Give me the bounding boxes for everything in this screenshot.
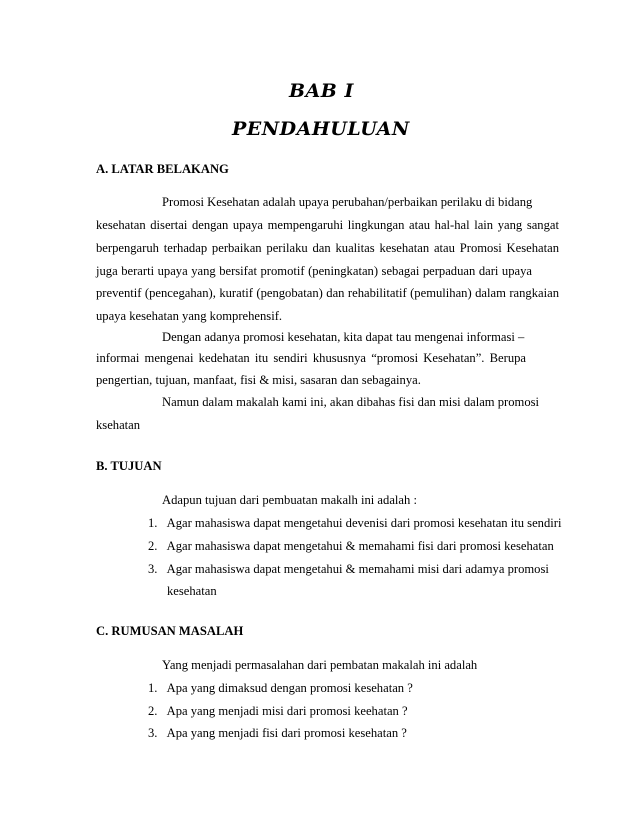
paragraph-line: kesehatan disertai dengan upaya mempengaruhi lingkungan atau hal-hal lain yang sangat [96,218,559,232]
list-item-number: 1. [148,516,158,530]
paragraph-line: Dengan adanya promosi kesehatan, kita dapat tau mengenai informasi – [162,330,525,344]
section-heading-latar-belakang: A. LATAR BELAKANG [96,162,229,176]
list-item-text: Apa yang dimaksud dengan promosi kesehatan ? [166,681,413,695]
list-item [148,704,408,719]
list-item-text: Agar mahasiswa dapat mengetahui & memahami fisi dari promosi kesehatan [166,539,554,553]
list-item-number: 3. [148,726,158,740]
section-heading-rumusan-masalah: C. RUMUSAN MASALAH [96,624,244,638]
list-item-number: 2. [148,539,158,553]
list-item-continuation: kesehatan [167,584,217,598]
list-item [148,726,407,741]
list-item [148,516,561,531]
chapter-number: BAB I [289,80,354,102]
paragraph-line: Namun dalam makalah kami ini, akan dibahas fisi dan misi dalam promosi [162,395,540,409]
section-heading-tujuan: B. TUJUAN [96,459,162,473]
list-item [148,539,554,554]
paragraph-line: berpengaruh terhadap perbaikan perilaku dan kualitas kesehatan atau Promosi Kesehatan [96,241,559,255]
list-item-text: Agar mahasiswa dapat mengetahui & memahami misi dari adamya promosi [166,562,549,576]
paragraph-line: juga berarti upaya yang bersifat promotif (peningkatan) sebagai perpaduan dari upaya [96,264,532,278]
paragraph-line: preventif (pencegahan), kuratif (pengobatan) dan rehabilitatif (pemulihan) dalam rangkaian [96,286,559,300]
paragraph-line: ksehatan [96,418,141,432]
paragraph-line: Promosi Kesehatan adalah upaya perubahan/perbaikan perilaku di bidang [162,195,533,209]
list-item-number: 3. [148,562,158,576]
list-item [148,562,549,577]
list-item-number: 2. [148,704,158,718]
chapter-title: PENDAHULUAN [232,118,410,140]
paragraph-line: informai mengenai kedehatan itu sendiri khususnya “promosi Kesehatan”. Berupa [96,351,526,365]
list-item [148,681,413,696]
paragraph-line: upaya kesehatan yang komprehensif. [96,309,283,323]
list-item-number: 1. [148,681,158,695]
section-intro: Yang menjadi permasalahan dari pembatan makalah ini adalah [162,658,478,672]
paragraph-line: pengertian, tujuan, manfaat, fisi & misi, sasaran dan sebagainya. [96,373,421,387]
list-item-text: Apa yang menjadi misi dari promosi keehatan ? [166,704,408,718]
list-item-text: Apa yang menjadi fisi dari promosi kesehatan ? [166,726,407,740]
list-item-text: Agar mahasiswa dapat mengetahui devenisi dari promosi kesehatan itu sendiri [166,516,562,530]
section-intro: Adapun tujuan dari pembuatan makalh ini adalah : [162,493,417,507]
